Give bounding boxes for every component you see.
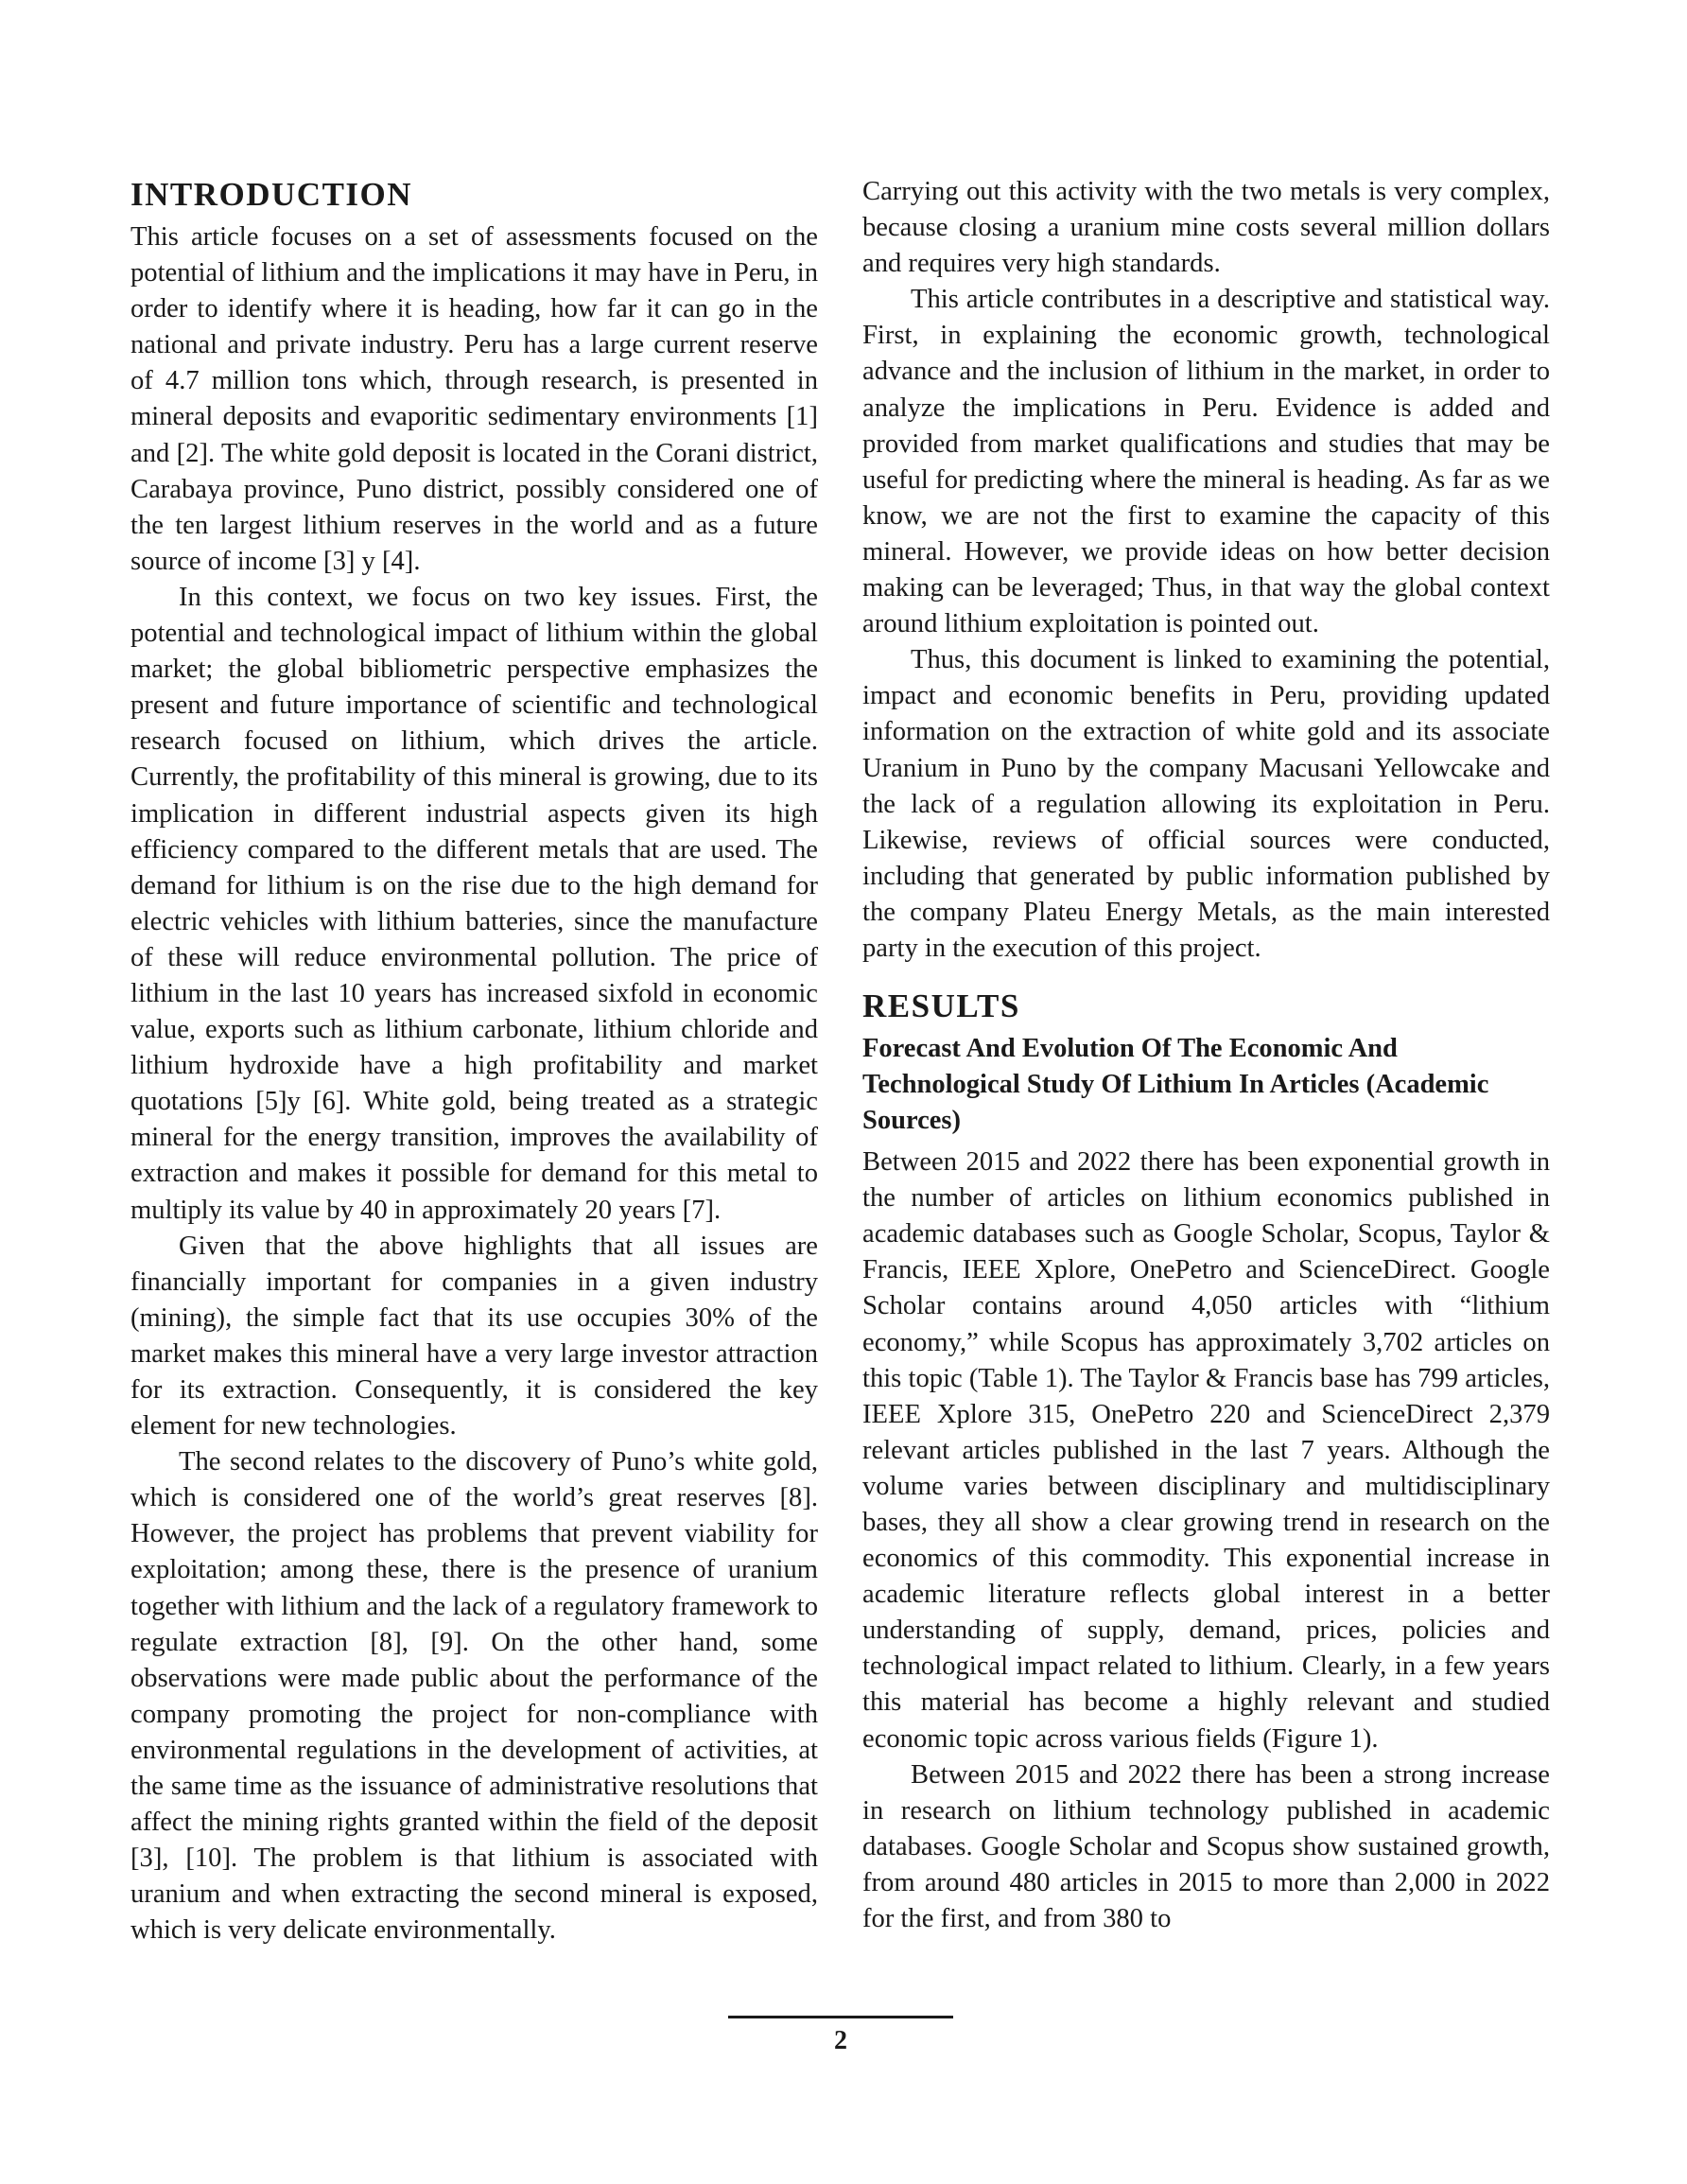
- left-column: [130, 174, 818, 1949]
- intro-paragraph-7: Thus, this document is linked to examining the potential, impact and economic benefits in Peru, providing updated information on the extraction of white gold and its associate Uranium in Puno by the company Macusani Yellowcake and the lack of a regulation allowing its exploitation in Peru. Likewise, reviews of official sources were conducted, including that generated by public information published by the company Plateu Energy Metals, as the main interested party in the execution of this project.: [862, 645, 1550, 963]
- intro-paragraph-6: This article contributes in a descriptive and statistical way. First, in explaining the economic growth, technological advance and the inclusion of lithium in the market, in order to analyze the implications in Peru. Evidence is added and provided from market qualifications and studies that may be useful for predicting where the mineral is heading. As far as we know, we are not the first to examine the capacity of this mineral. However, we provide ideas on how better decision making can be leveraged; Thus, in that way the global context around lithium exploitation is pointed out.: [862, 285, 1550, 639]
- right-column: [862, 174, 1550, 1937]
- results-heading: RESULTS: [862, 987, 1020, 1025]
- page-number: 2: [834, 2026, 847, 2055]
- intro-paragraph-4: The second relates to the discovery of Puno’s white gold, which is considered one of the world’s great reserves [8]. However, the project has problems that prevent viability for exploitation; among these, there is the presence of uranium together with lithium and the lack of a regulatory framework to regulate extraction [8], [9]. On the other hand, some observations were made public about the performance of the company promoting the project for non-compliance with environmental regulations in the development of activities, at the same time as the issuance of administrative resolutions that affect the mining rights granted within the field of the deposit [3], [10]. The problem is that lithium is associated with uranium and when extracting the second mineral is exposed, which is very delicate environmentally.: [130, 1447, 818, 1946]
- results-paragraph-1: Between 2015 and 2022 there has been exponential growth in the number of articles on lithium economics published in academic databases such as Google Scholar, Scopus, Taylor & Francis, IEEE Xplore, OnePetro and ScienceDirect. Google Scholar contains around 4,050 articles with “lithium economy,” while Scopus has approximately 3,702 articles on this topic (Table 1). The Taylor & Francis base has 799 articles, IEEE Xplore 315, OnePetro 220 and ScienceDirect 2,379 relevant articles published in the last 7 years. Although the volume varies between disciplinary and multidisciplinary bases, they all show a clear growing trend in research on the economics of this commodity. This exponential increase in academic literature reflects global interest in a better understanding of supply, demand, prices, policies and technological impact related to lithium. Clearly, in a few years this material has become a highly relevant and studied economic topic across various fields (Figure 1).: [862, 1147, 1550, 1754]
- intro-paragraph-3: Given that the above highlights that all issues are financially important for companies in a given industry (mining), the simple fact that its use occupies 30% of the market makes this mineral have a very large investor attraction for its extraction. Consequently, it is considered the key element for new technologies.: [130, 1231, 818, 1441]
- intro-paragraph-1: This article focuses on a set of assessments focused on the potential of lithium and the implications it may have in Peru, in order to identify where it is heading, how far it can go in the national and private industry. Peru has a large current reserve of 4.7 million tons which, through research, is presented in mineral deposits and evaporitic sedimentary environments [1] and [2]. The white gold deposit is located in the Corani district, Carabaya province, Puno district, possibly considered one of the ten largest lithium reserves in the world and as a future source of income [3] y [4].: [130, 222, 818, 576]
- results-paragraph-2: Between 2015 and 2022 there has been a strong increase in research on lithium technology published in academic databases. Google Scholar and Scopus show sustained growth, from around 480 articles in 2015 to more than 2,000 in 2022 for the first, and from 380 to: [862, 1759, 1550, 1934]
- intro-paragraph-2: In this context, we focus on two key issues. First, the potential and technological impact of lithium within the global market; the global bibliometric perspective emphasizes the present and future importance of scientific and technological research focused on lithium, which drives the article. Currently, the profitability of this mineral is growing, due to its implication in different industrial aspects given its high efficiency compared to the different metals that are used. The demand for lithium is on the rise due to the high demand for electric vehicles with lithium batteries, since the manufacture of these will reduce environmental pollution. The price of lithium in the last 10 years has increased sixfold in economic value, exports such as lithium carbonate, lithium chloride and lithium hydroxide have a high profitability and market quotations [5]y [6]. White gold, being treated as a strategic mineral for the energy transition, improves the availability of extraction and makes it possible for demand for this metal to multiply its value by 40 in approximately 20 years [7].: [130, 582, 818, 1225]
- footer-rule: [728, 2016, 953, 2018]
- results-subheading: Forecast And Evolution Of The Economic And Technological Study Of Lithium In Articles (Academic Sources): [862, 1034, 1489, 1136]
- intro-paragraph-5: Carrying out this activity with the two metals is very complex, because closing a uranium mine costs several million dollars and requires very high standards.: [862, 177, 1550, 279]
- introduction-heading: INTRODUCTION: [130, 176, 413, 213]
- section-spacer: [862, 967, 1550, 986]
